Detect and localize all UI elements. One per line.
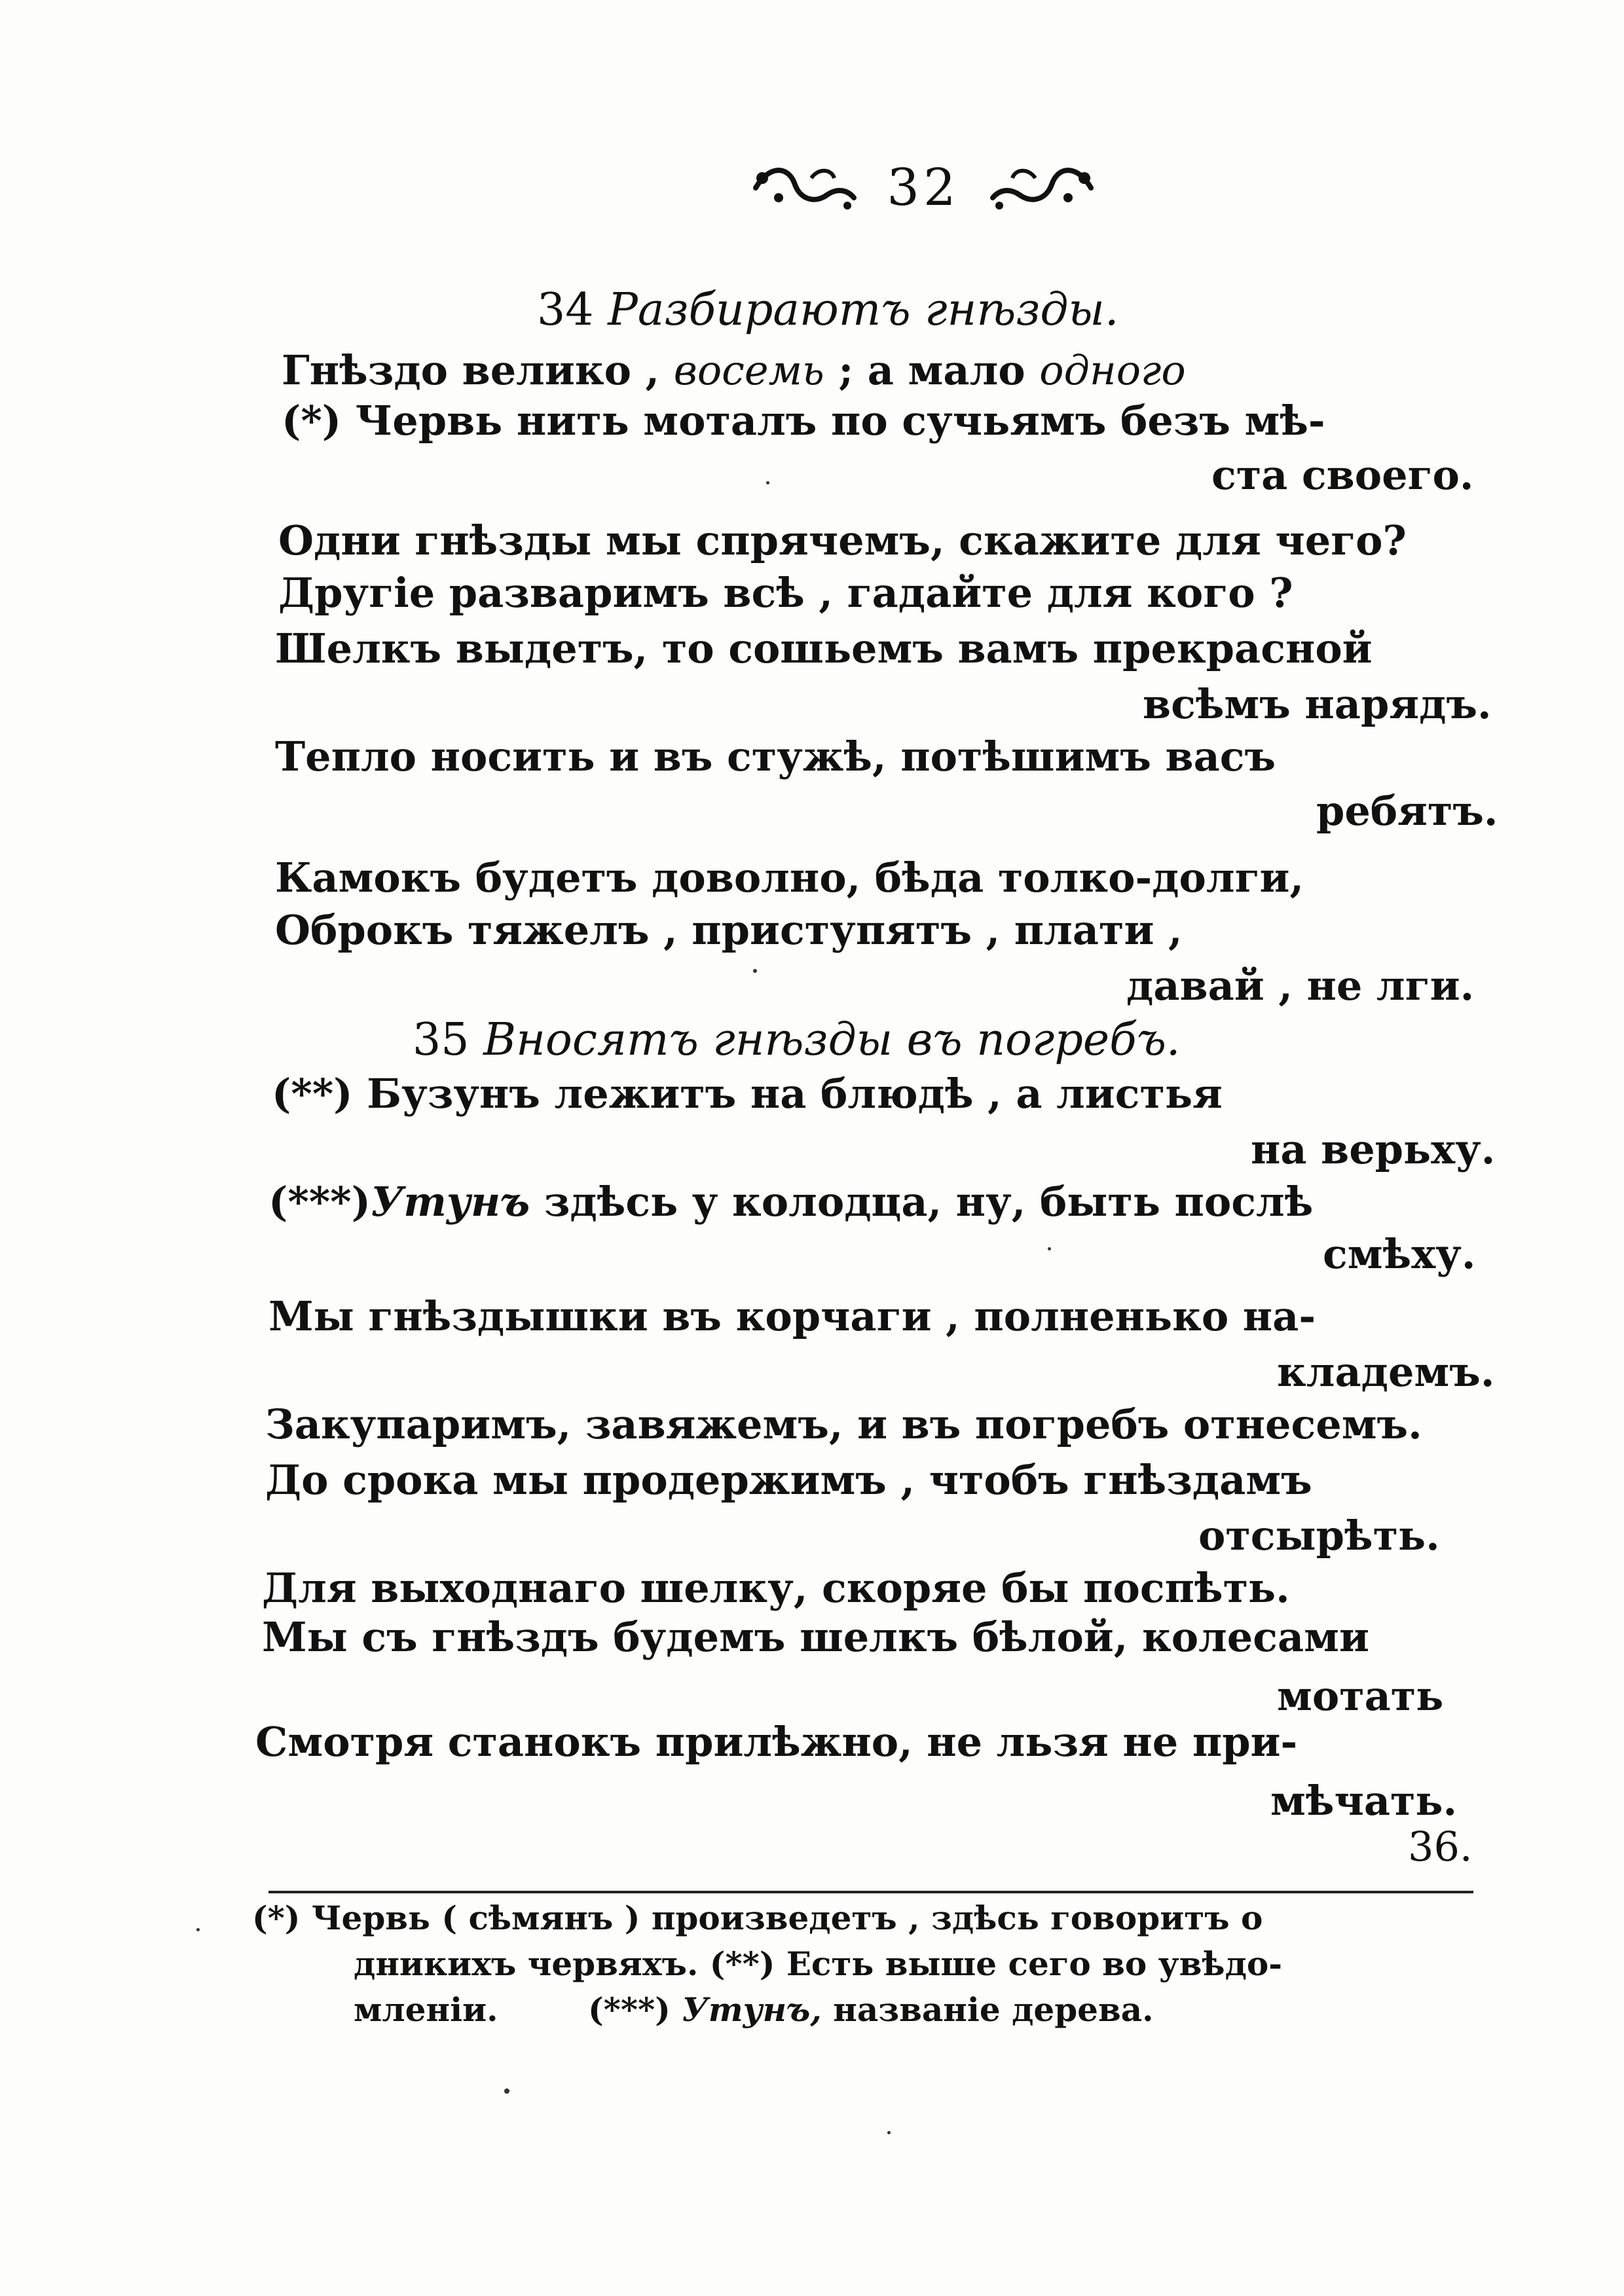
text-span-italic: Утунъ, [682,1990,822,2029]
text-line: Шелкъ выдетъ, то сошьемъ вамъ прекрасной [275,625,1373,672]
section-34-title: Разбираютъ гнѣзды. [608,284,1119,336]
riddle-line [282,346,1186,394]
footnote-line: дникихъ червяхъ. (**) Есть выше сего во увѣдо- [354,1944,1282,1983]
text-line-continuation: смѣху. [1323,1230,1476,1278]
footnote-line: (*) Червь ( сѣмянъ ) произведетъ , здѣсь говоритъ о [252,1899,1263,1937]
text-line-continuation: давай , не лги. [1126,962,1475,1010]
section-34-number: 34 [537,284,594,336]
section-35-heading [413,1014,1181,1066]
page-number: 32 [887,158,960,217]
scan-speck [753,969,757,973]
text-span: (***) [268,1178,371,1226]
text-line-continuation: отсырѣть. [1198,1512,1440,1559]
text-line-continuation: кладемъ. [1277,1348,1495,1396]
text-line: Оброкъ тяжелъ , приступятъ , плати , [275,906,1183,954]
scan-speck [196,1928,200,1931]
scan-speck [1048,1247,1051,1250]
text-line: Мы гнѣздышки въ корчаги , полненько на- [268,1292,1316,1340]
scan-speck [887,2131,891,2134]
text-line-continuation: мотать [1277,1672,1444,1720]
text-span: мленіи. [354,1990,498,2029]
section-35-number: 35 [413,1014,470,1066]
text-line-continuation: ста своего. [1211,451,1474,499]
text-line [268,1178,1314,1226]
section-34-heading [537,284,1119,336]
text-span: (***) [588,1990,671,2029]
text-line: Камокъ будетъ доволно, бѣда толко-долги, [275,854,1304,902]
text-span: здѣсь у колодца, ну, быть послѣ [544,1178,1314,1226]
text-line: (*) Червь нить моталъ по сучьямъ безъ мѣ- [282,397,1325,445]
text-span: ; а мало [838,346,1025,394]
text-line: Закупаримъ, завяжемъ, и въ погребъ отнесемъ. [265,1400,1422,1448]
footnote-line [354,1990,1154,2029]
section-35-title: Вносятъ гнѣзды въ погребъ. [483,1014,1181,1066]
text-line: Другіе разваримъ всѣ , гадайте для кого ? [278,569,1293,617]
text-line: До срока мы продержимъ , чтобъ гнѣздамъ [265,1456,1312,1504]
text-line-continuation: на верьху. [1251,1125,1496,1173]
catchword: 36. [1408,1823,1473,1870]
text-line: (**) Бузунъ лежитъ на блюдѣ , а листья [272,1070,1223,1118]
text-line: Одни гнѣзды мы спрячемъ, скажите для чего? [278,517,1407,564]
text-line: Тепло носить и въ стужѣ, потѣшимъ васъ [275,733,1276,780]
page-header [707,152,1139,224]
text-line-continuation: мѣчать. [1270,1777,1458,1825]
text-span-italic: восемь [673,346,824,394]
text-span: Гнѣздо велико , [282,346,660,394]
footnote-divider [268,1891,1473,1893]
text-line: Для выходнаго шелку, скоряе бы поспѣть. [262,1564,1290,1612]
text-span-italic: одного [1039,346,1186,394]
scan-speck [766,481,769,484]
text-span: названіе дерева. [833,1990,1154,2029]
text-line: Мы съ гнѣздъ будемъ шелкъ бѣлой, колесами [262,1613,1370,1661]
text-line-continuation: всѣмъ нарядъ. [1143,680,1492,728]
left-ornament-icon [749,158,860,217]
right-ornament-icon [986,158,1098,217]
text-span-italic: Утунъ [370,1178,530,1226]
text-line: Смотря станокъ прилѣжно, не льзя не при- [255,1718,1298,1766]
text-line-continuation: ребятъ. [1316,787,1498,835]
scan-speck [504,2088,509,2094]
